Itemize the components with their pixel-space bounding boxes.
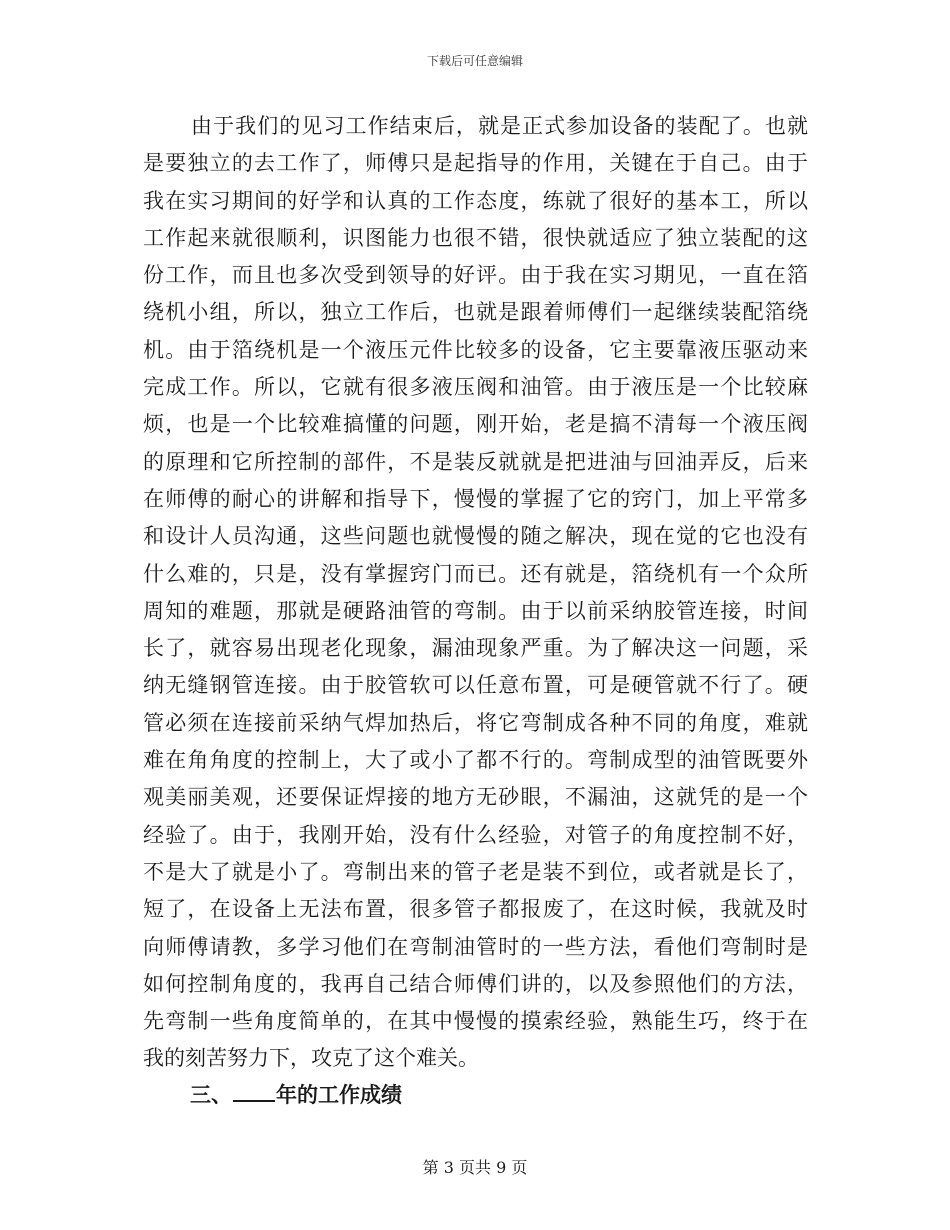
body-paragraph [143,108,808,1078]
paragraph-line-16: 纳无缝钢管连接。由于胶管软可以任意布置，可是硬管就不行了。硬 [143,673,808,698]
paragraph-line-18: 难在角角度的控制上，大了或小了都不行的。弯制成型的油管既要外 [143,748,808,773]
paragraph-line-15: 长了，就容易出现老化现象，漏油现象严重。为了解决这一问题，采 [143,636,808,661]
section-title: 年的工作成绩 [276,1082,402,1107]
page-number: 第 3 页共 9 页 [422,1158,528,1177]
paragraph-line-2: 是要独立的去工作了，师傅只是起指导的作用，关键在于自己。由于 [143,151,808,176]
paragraph-line-3: 我在实习期间的好学和认真的工作态度，练就了很好的基本工，所以 [143,188,808,213]
paragraph-line-20: 经验了。由于，我刚开始，没有什么经验，对管子的角度控制不好， [143,822,808,847]
paragraph-line-8: 完成工作。所以，它就有很多液压阀和油管。由于液压是一个比较麻 [143,375,808,400]
paragraph-line-26: 我的刻苦努力下，攻克了这个难关。 [143,1046,479,1071]
section-number: 三、 [190,1082,232,1107]
paragraph-line-6: 绕机小组，所以，独立工作后，也就是跟着师傅们一起继续装配箔绕 [143,300,808,325]
paragraph-line-22: 短了，在设备上无法布置，很多管子都报废了，在这时候，我就及时 [143,897,808,922]
paragraph-line-12: 和设计人员沟通，这些问题也就慢慢的随之解决，现在觉的它也没有 [143,524,808,549]
paragraph-line-23: 向师傅请教，多学习他们在弯制油管时的一些方法，看他们弯制时是 [143,934,808,959]
paragraph-line-4: 工作起来就很顺利，识图能力也很不错，很快就适应了独立装配的这 [143,225,808,250]
page-header-note: 下载后可任意编辑 [426,54,523,68]
paragraph-line-9: 烦，也是一个比较难搞懂的问题，刚开始，老是搞不清每一个液压阀 [143,412,808,437]
paragraph-line-13: 什么难的，只是，没有掌握窍门而已。还有就是，箔绕机有一个众所 [143,561,808,586]
paragraph-line-10: 的原理和它所控制的部件，不是装反就就是把进油与回油弄反，后来 [143,449,808,474]
paragraph-line-19: 观美丽美观，还要保证焊接的地方无砂眼，不漏油，这就凭的是一个 [143,785,808,810]
paragraph-line-17: 管必须在连接前采纳气焊加热后，将它弯制成各种不同的角度，难就 [143,710,808,735]
paragraph-line-21: 不是大了就是小了。弯制出来的管子老是装不到位，或者就是长了， [143,859,808,884]
paragraph-line-7: 机。由于箔绕机是一个液压元件比较多的设备，它主要靠液压驱动来 [143,337,808,362]
paragraph-line-25: 先弯制一些角度简单的，在其中慢慢的摸索经验，熟能生巧，终于在 [143,1009,808,1034]
year-blank [233,1082,275,1102]
paragraph-line-11: 在师傅的耐心的讲解和指导下，慢慢的掌握了它的窍门，加上平常多 [143,486,808,511]
paragraph-line-24: 如何控制角度的，我再自己结合师傅们讲的，以及参照他们的方法， [143,971,808,996]
paragraph-line-5: 份工作，而且也多次受到领导的好评。由于我在实习期见，一直在箔 [143,263,808,288]
section-heading [190,1076,402,1113]
paragraph-line-14: 周知的难题，那就是硬路油管的弯制。由于以前采纳胶管连接，时间 [143,598,808,623]
paragraph-line-1: 由于我们的见习工作结束后，就是正式参加设备的装配了。也就 [191,114,808,138]
